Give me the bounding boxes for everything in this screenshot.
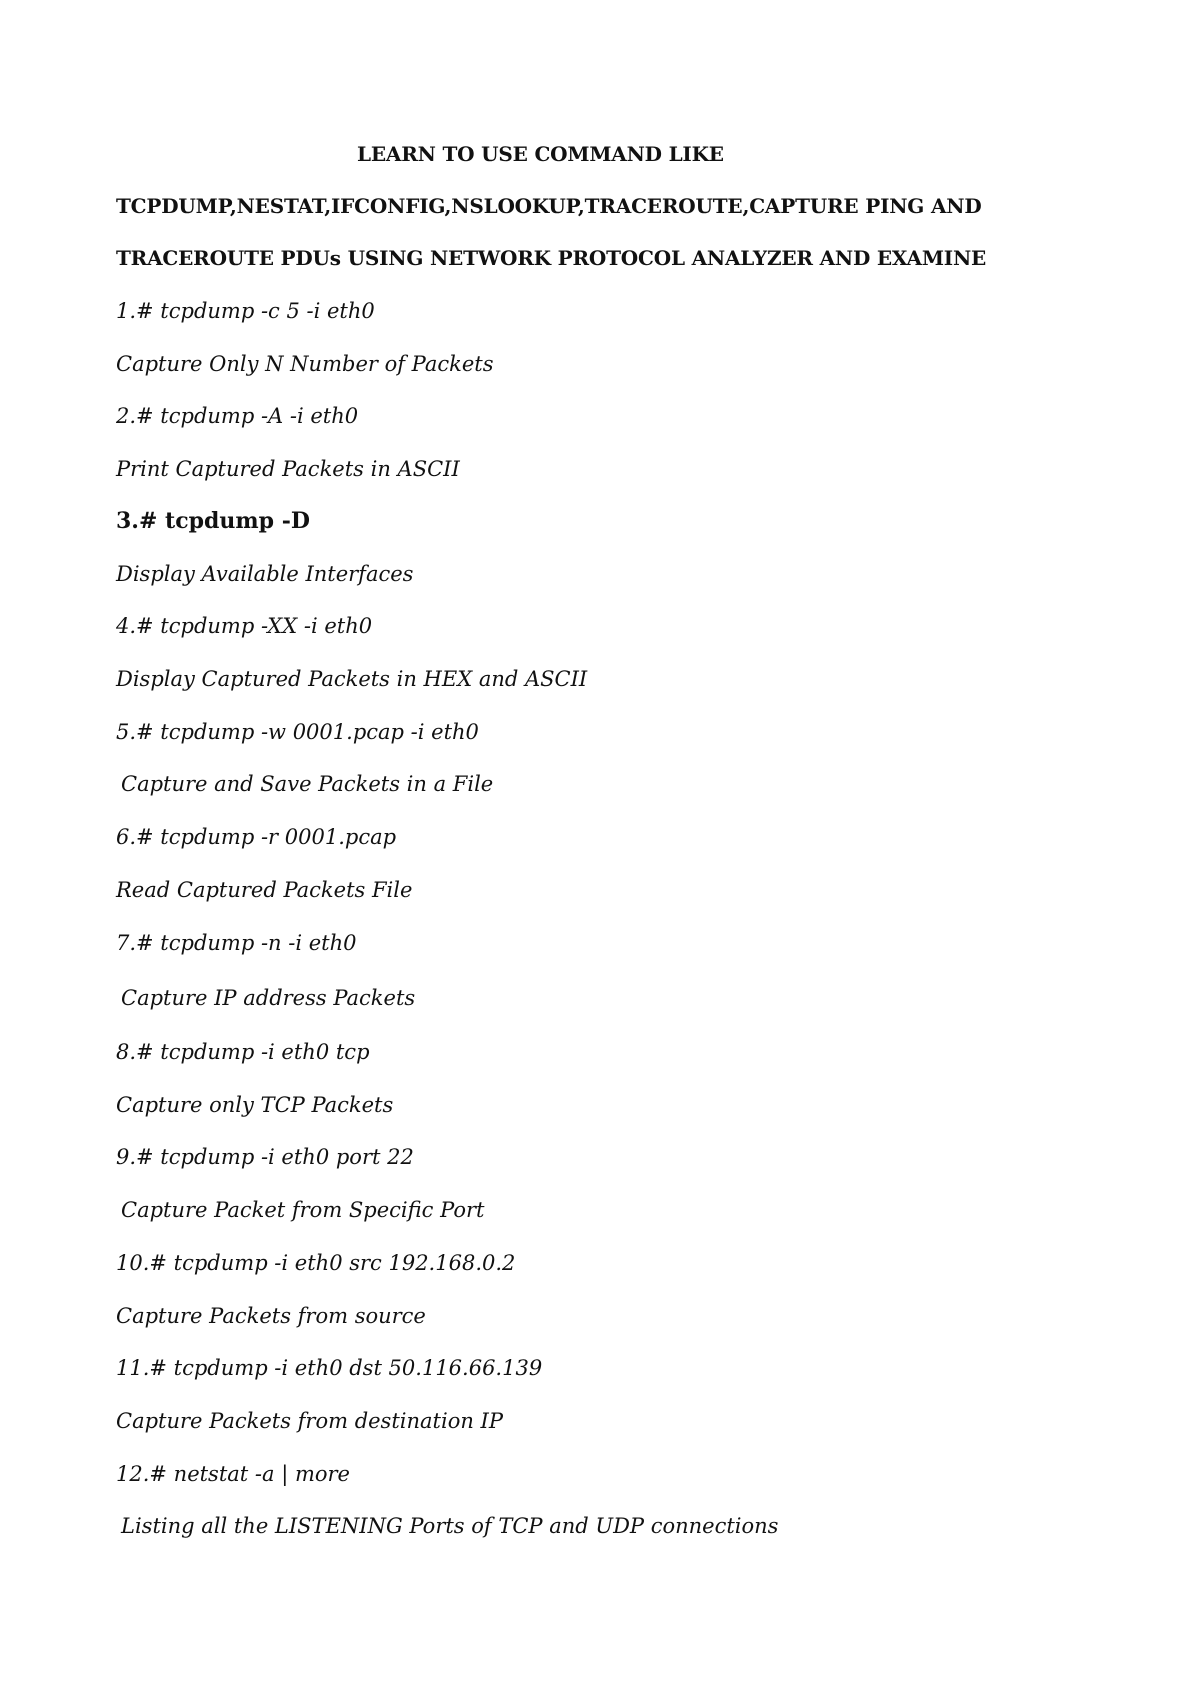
command-12: 12.# netstat -a | more xyxy=(116,1462,350,1486)
description-8: Capture only TCP Packets xyxy=(116,1093,394,1117)
command-11: 11.# tcpdump -i eth0 dst 50.116.66.139 xyxy=(116,1356,543,1380)
command-7: 7.# tcpdump -n -i eth0 xyxy=(116,931,357,955)
command-9: 9.# tcpdump -i eth0 port 22 xyxy=(116,1145,414,1169)
description-5: Capture and Save Packets in a File xyxy=(121,772,494,796)
description-9: Capture Packet from Specific Port xyxy=(121,1198,485,1222)
description-3: Display Available Interfaces xyxy=(116,562,414,586)
description-1: Capture Only N Number of Packets xyxy=(116,352,494,376)
description-11: Capture Packets from destination IP xyxy=(116,1409,503,1433)
title-line-2: TCPDUMP,NESTAT,IFCONFIG,NSLOOKUP,TRACEROUTE,CAPTURE PING AND xyxy=(116,194,982,218)
command-5: 5.# tcpdump -w 0001.pcap -i eth0 xyxy=(116,720,479,744)
command-3: 3.# tcpdump -D xyxy=(116,508,310,534)
command-8: 8.# tcpdump -i eth0 tcp xyxy=(116,1040,370,1064)
title-line-3: TRACEROUTE PDUs USING NETWORK PROTOCOL ANALYZER AND EXAMINE xyxy=(116,246,987,270)
title-line-1: LEARN TO USE COMMAND LIKE xyxy=(357,142,724,166)
command-1: 1.# tcpdump -c 5 -i eth0 xyxy=(116,299,375,323)
command-6: 6.# tcpdump -r 0001.pcap xyxy=(116,825,397,849)
command-4: 4.# tcpdump -XX -i eth0 xyxy=(116,614,373,638)
description-7: Capture IP address Packets xyxy=(121,986,416,1010)
description-2: Print Captured Packets in ASCII xyxy=(116,457,460,481)
description-4: Display Captured Packets in HEX and ASCII xyxy=(116,667,588,691)
command-2: 2.# tcpdump -A -i eth0 xyxy=(116,404,359,428)
description-12: Listing all the LISTENING Ports of TCP and UDP connections xyxy=(121,1514,779,1538)
command-10: 10.# tcpdump -i eth0 src 192.168.0.2 xyxy=(116,1251,516,1275)
description-10: Capture Packets from source xyxy=(116,1304,426,1328)
description-6: Read Captured Packets File xyxy=(116,878,413,902)
